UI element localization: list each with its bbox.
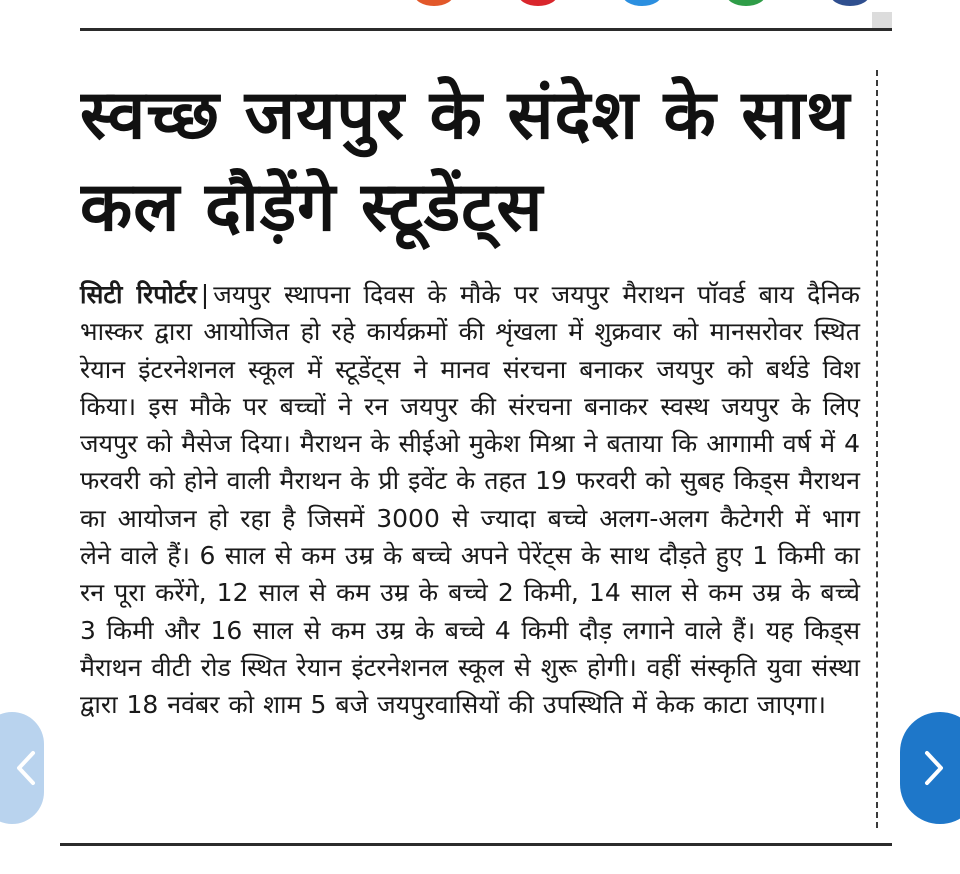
article-body (80, 276, 860, 724)
share-icon-2[interactable] (518, 0, 558, 6)
previous-button[interactable] (0, 712, 44, 824)
byline: सिटी रिपोर्टर (80, 280, 197, 309)
chevron-left-icon (16, 750, 36, 786)
top-divider (80, 28, 892, 31)
headline: स्वच्छ जयपुर के संदेश के साथ कल दौड़ेंगे स्टूडेंट्स (80, 76, 851, 247)
share-icon-3[interactable] (622, 0, 662, 6)
bottom-divider (60, 843, 892, 846)
article-text: जयपुर स्थापना दिवस के मौके पर जयपुर मैराथन पॉवर्ड बाय दैनिक भास्कर द्वारा आयोजित हो रहे कार्यक्रमों की शृंखला में शुक्रवार को मानसरोवर स्थित रेयान इंटरनेशनल स्कूल में स्टूडेंट्स ने मानव संरचना बनाकर जयपुर को बर्थडे विश किया। इस मौके पर बच्चों ने रन जयपुर की संरचना बनाकर स्वस्थ जयपुर के लिए जयपुर को मैसेज दिया। मैराथन के सीईओ मुकेश मिश्रा ने बताया कि आगामी वर्ष में 4 फरवरी को होने वाली मैराथन के प्री इवेंट के तहत 19 फरवरी को सुबह किड्स मैराथन का आयोजन हो रहा है जिसमें 3000 से ज्यादा बच्चे अलग-अलग कैटेगरी में भाग लेने वाले हैं। 6 साल से कम उम्र के बच्चे अपने पेरेंट्स के साथ दौड़ते हुए 1 किमी का रन पूरा करेंगे, 12 साल से कम उम्र के बच्चे 2 किमी, 14 साल से कम उम्र के बच्चे 3 किमी और 16 साल से कम उम्र के बच्चे 4 किमी दौड़ लगाने वाले हैं। यह किड्स मैराथन वीटी रोड स्थित रेयान इंटरनेशनल स्कूल से शुरू होगी। वहीं संस्कृति युवा संस्था द्वारा 18 नवंबर को शाम 5 बजे जयपुरवासियों की उपस्थिति में केक काटा जाएगा। (80, 280, 860, 720)
chevron-right-icon (924, 750, 944, 786)
column-divider (876, 70, 878, 828)
scroll-handle[interactable] (872, 12, 892, 28)
share-icon-5[interactable] (830, 0, 870, 6)
byline-separator: | (200, 280, 210, 309)
next-button[interactable] (900, 712, 960, 824)
share-icon-1[interactable] (414, 0, 454, 6)
share-icon-4[interactable] (726, 0, 766, 6)
news-clipping (80, 70, 860, 724)
